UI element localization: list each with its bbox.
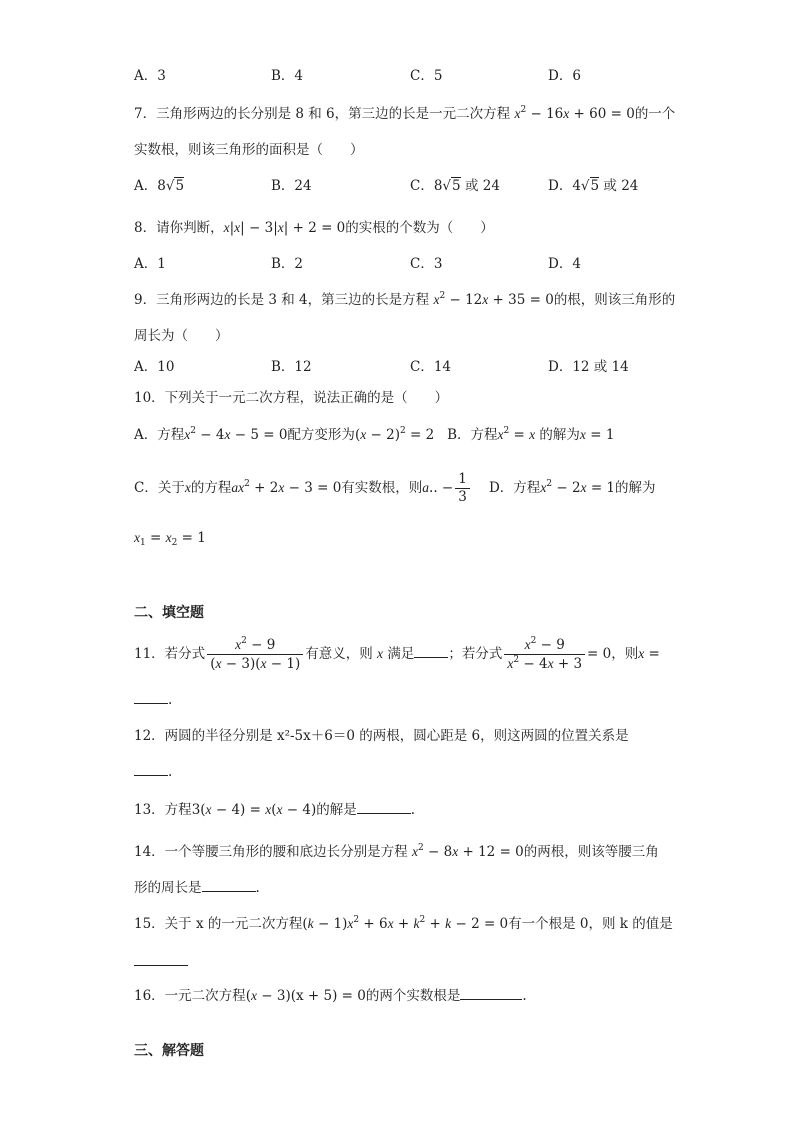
q10-option-cd: C．关于x的方程$ax^2 + 2x - 3 = 0$有实数根，则a.. − $\frac{1}{3}$ D．方程$x^2 - 2x = 1$的解为 [134, 471, 656, 505]
q7-option-b: B．24 [271, 178, 312, 194]
q15-blank[interactable] [134, 953, 188, 966]
q10-option-d-solution: $x_1 = x_2 = 1$ [134, 530, 206, 548]
q9-stem-line2: 周长为（ ） [134, 328, 229, 344]
q11-blank-2[interactable] [134, 691, 168, 704]
q10-option-ab: A．方程$x^2 - 4x - 5 = 0$配方变形为$(x - 2)^2 = 2$ B．方程$x^2 = x$ 的解为x = 1 [134, 426, 615, 443]
q8-option-d: D．4 [548, 256, 581, 272]
section-solutions-title: 三、解答题 [134, 1043, 204, 1059]
q7-option-c: C．8√5 或 24 [410, 178, 500, 194]
q8-option-b: B．2 [271, 256, 304, 272]
q8-option-a: A．1 [134, 256, 166, 272]
q9-option-b: B．12 [271, 359, 312, 375]
q16-blank[interactable] [460, 987, 522, 1000]
q9-option-c: C．14 [410, 359, 452, 375]
q13-stem: 13．方程3(x − 4) = x(x − 4)的解是 . [134, 802, 416, 818]
q16-stem: 16．一元二次方程(x − 3)(x + 5) = 0的两个实数根是 . [134, 988, 527, 1004]
q6-option-c: C．5 [410, 68, 443, 84]
q11-stem: 11．若分式 $\frac{x^2 - 9}{(x - 3)(x - 1)}$ 有意义，则 x 满足 ；若分式 $\frac{x^2 - 9}{x^2 - 4x + 3}$ = 0，则x = [134, 636, 660, 672]
q10-stem: 10．下列关于一元二次方程，说法正确的是（ ） [134, 390, 449, 406]
q9-stem-line1: 9．三角形两边的长是 3 和 4，第三边的长是方程 $x^2 - 12x + 35 = 0$的根，则该三角形的 [134, 291, 676, 308]
q11-blank-1[interactable] [414, 645, 448, 658]
q15-blank-line [134, 952, 188, 972]
q8-stem: 8．请你判断，x|x| − 3|x| + 2 = 0的实根的个数为（ ） [134, 220, 494, 236]
q15-stem: 15．关于 x 的一元二次方程$(k - 1)x^2 + 6x + k^2 + k - 2 = 0$有一个根是 0，则 k 的值是 [134, 915, 673, 932]
q6-option-a: A．3 [134, 68, 166, 84]
q7-stem-line2: 实数根，则该三角形的面积是（ ） [134, 142, 364, 158]
q7-stem-line1: 7．三角形两边的长分别是 8 和 6，第三边的长是一元二次方程 $x^2 - 16x + 60 = 0$的一个 [134, 105, 676, 122]
q12-stem: 12．两圆的半径分别是 x²-5x＋6＝0 的两根，圆心距是 6，则这两圆的位置关系是 [134, 728, 629, 744]
q14-blank[interactable] [202, 879, 256, 892]
q12-blank-line: . [134, 762, 172, 782]
q13-blank[interactable] [357, 801, 411, 814]
q14-stem-line2: 形的周长是 . [134, 880, 260, 896]
q14-stem-line1: 14．一个等腰三角形的腰和底边长分别是方程 $x^2 - 8x + 12 = 0$的两根，则该等腰三角 [134, 843, 659, 860]
q8-option-c: C．3 [410, 256, 443, 272]
section-fill-in-blank-title: 二、填空题 [134, 605, 204, 621]
q6-option-d: D．6 [548, 68, 581, 84]
q9-option-a: A．10 [134, 359, 175, 375]
q9-option-d: D．12 或 14 [548, 359, 629, 375]
q7-option-d: D．4√5 或 24 [548, 178, 639, 194]
q6-option-b: B．4 [271, 68, 304, 84]
q7-option-a: A．8√5 [134, 178, 185, 194]
q11-blank-2-line: . [134, 690, 172, 710]
q12-blank[interactable] [134, 763, 168, 776]
